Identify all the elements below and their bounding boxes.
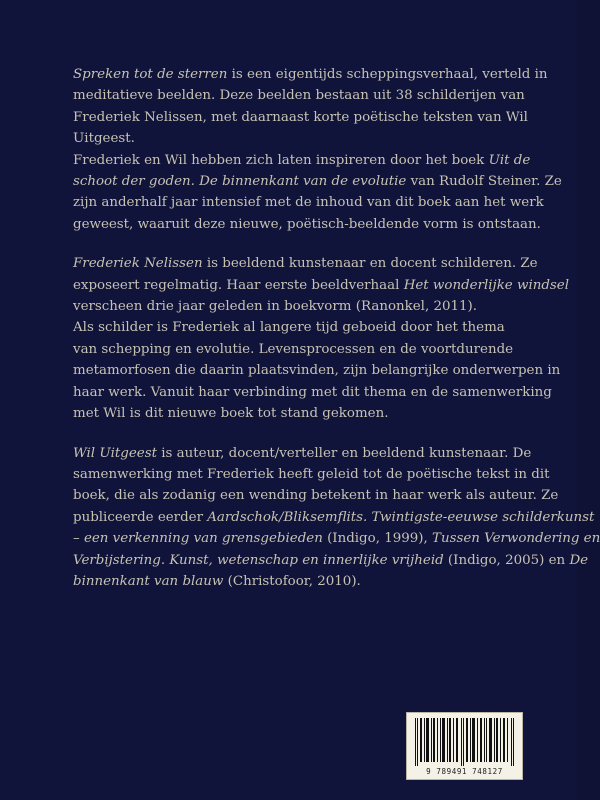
text-line bbox=[73, 550, 589, 571]
source-title: schoot der goden. De binnenkant van de evolutie bbox=[73, 174, 407, 190]
text-span: (Indigo, 2005) en bbox=[443, 552, 570, 568]
text-span: van Rudolf Steiner. Ze bbox=[406, 174, 562, 190]
author-name: Wil Uitgeest bbox=[73, 445, 157, 461]
text-line: geweest, waaruit deze nieuwe, poëtisch-beeldende vorm is ontstaan. bbox=[73, 216, 541, 232]
text-line: verscheen drie jaar geleden in boekvorm (Ranonkel, 2011). bbox=[73, 299, 478, 315]
text-line bbox=[73, 528, 600, 549]
text-line: van schepping en evolutie. Levensprocessen en de voortdurende bbox=[73, 341, 514, 357]
barcode-bars bbox=[413, 718, 517, 766]
isbn-barcode bbox=[406, 712, 523, 780]
text-span: (Christofoor, 2010). bbox=[223, 573, 361, 589]
source-title: Uit de bbox=[488, 152, 531, 168]
text-line: meditatieve beelden. Deze beelden bestaan uit 38 schilderijen van bbox=[73, 88, 525, 104]
book-title: Spreken tot de sterren bbox=[73, 67, 228, 82]
text-line: samenwerking met Frederiek heeft geleid tot de poëtische tekst in dit bbox=[73, 466, 550, 482]
text-line bbox=[73, 571, 513, 592]
work-title: Verbijstering. Kunst, wetenschap en innerlijke vrijheid bbox=[73, 552, 444, 568]
text-line bbox=[73, 150, 531, 171]
work-title: Het wonderlijke windsel bbox=[403, 277, 570, 293]
text-line: Uitgeest. bbox=[73, 131, 135, 147]
paragraph-wil-bio bbox=[73, 443, 600, 593]
text-line bbox=[73, 171, 562, 192]
text-line bbox=[73, 253, 538, 274]
text-line bbox=[73, 64, 548, 85]
text-line bbox=[73, 507, 595, 528]
work-title: – een verkenning van grensgebieden bbox=[73, 531, 323, 547]
text-span: publiceerde eerder bbox=[73, 509, 208, 525]
text-line bbox=[73, 275, 570, 296]
text-span: Frederiek en Wil hebben zich laten inspireren door het boek bbox=[73, 152, 489, 168]
text-line: haar werk. Vanuit haar verbinding met dit thema en de samenwerking bbox=[73, 384, 552, 400]
work-title: Tussen Verwondering en bbox=[432, 531, 600, 547]
work-title: Aardschok/Bliksemflits. Twintigste-eeuwse schilderkunst bbox=[207, 509, 595, 525]
blurb-text bbox=[73, 64, 600, 610]
text-span: is een eigentijds scheppingsverhaal, verteld in bbox=[227, 67, 548, 82]
text-span: is beeldend kunstenaar en docent schilderen. Ze bbox=[202, 256, 538, 272]
text-line bbox=[73, 443, 532, 464]
isbn-number: 9 789491 748127 bbox=[426, 767, 503, 776]
text-line: met Wil is dit nieuwe boek tot stand gekomen. bbox=[73, 406, 389, 422]
paragraph-book-description bbox=[73, 64, 562, 235]
text-line: Frederiek Nelissen, met daarnaast korte poëtische teksten van Wil bbox=[73, 109, 528, 125]
text-line: zijn anderhalf jaar intensief met de inhoud van dit boek aan het werk bbox=[73, 195, 544, 211]
author-name: Frederiek Nelissen bbox=[73, 256, 203, 272]
paragraph-frederiek-bio bbox=[73, 253, 570, 424]
text-line: boek, die als zodanig een wending betekent in haar werk als auteur. Ze bbox=[73, 488, 559, 504]
text-line: metamorfosen die daarin plaatsvinden, zijn belangrijke onderwerpen in bbox=[73, 363, 561, 379]
text-span: (Indigo, 1999), bbox=[322, 531, 433, 547]
text-span: is auteur, docent/verteller en beeldend kunstenaar. De bbox=[156, 445, 532, 461]
text-span: exposeert regelmatig. Haar eerste beeldverhaal bbox=[73, 277, 404, 293]
text-line: Als schilder is Frederiek al langere tijd geboeid door het thema bbox=[73, 320, 505, 336]
work-title: De bbox=[569, 552, 589, 568]
work-title: binnenkant van blauw bbox=[73, 573, 224, 589]
